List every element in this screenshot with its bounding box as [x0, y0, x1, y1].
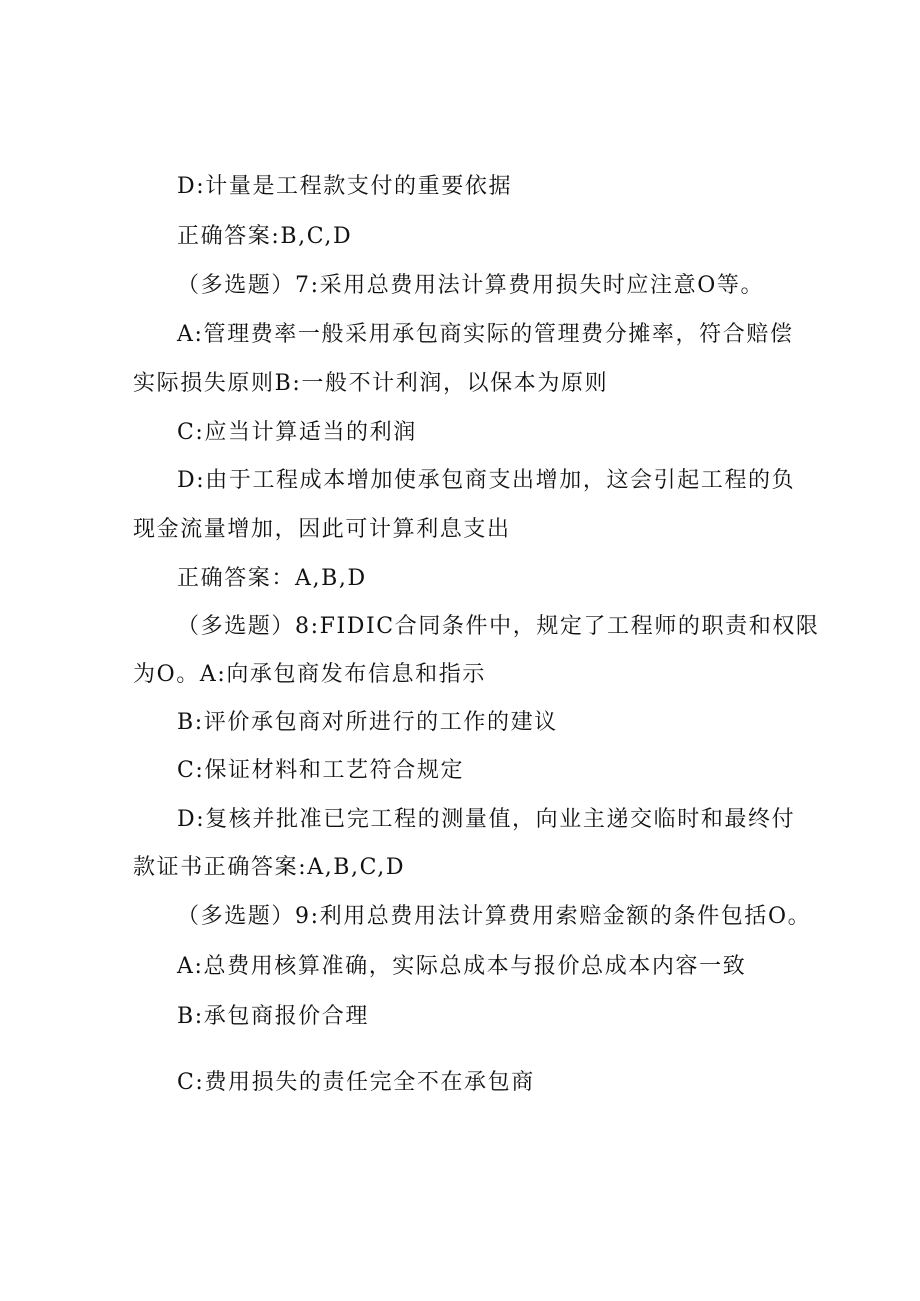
option-c-q8: C:保证材料和工艺符合规定	[177, 758, 465, 783]
option-b-q9: B:承包商报价合理	[177, 1004, 369, 1029]
option-b-q8: B:评价承包商对所进行的工作的建议	[177, 710, 558, 735]
answer-q7: 正确答案：A,B,D	[177, 566, 367, 591]
option-d-q6: D:计量是工程款支付的重要依据	[177, 174, 513, 199]
option-d-q7: D:由于工程成本增加使承包商支出增加，这会引起工程的负	[177, 468, 796, 493]
option-d-q7-continued: 现金流量增加，因此可计算利息支出	[133, 517, 511, 542]
option-a-q7: A:管理费率一般采用承包商实际的管理费分摊率，符合赔偿	[177, 322, 794, 347]
option-a-q9: A:总费用核算准确，实际总成本与报价总成本内容一致	[177, 954, 747, 979]
question-8-continued-option-a: 为O。A:向承包商发布信息和指示	[133, 662, 486, 687]
question-9: （多选题）9:利用总费用法计算费用索赔金额的条件包括O。	[177, 904, 812, 929]
question-8: （多选题）8:FIDIC合同条件中，规定了工程师的职责和权限	[177, 614, 820, 639]
answer-q6: 正确答案:B,C,D	[177, 224, 353, 249]
option-d-q8: D:复核并批准已完工程的测量值，向业主递交临时和最终付	[177, 807, 796, 832]
option-d-q8-continued-answer: 款证书正确答案:A,B,C,D	[133, 855, 406, 880]
option-c-q9: C:费用损失的责任完全不在承包商	[177, 1070, 535, 1095]
option-c-q7: C:应当计算适当的利润	[177, 420, 417, 445]
question-7: （多选题）7:采用总费用法计算费用损失时应注意O等。	[177, 273, 765, 298]
option-a-b-q7-continued: 实际损失原则B:一般不计利润，以保本为原则	[133, 371, 609, 396]
